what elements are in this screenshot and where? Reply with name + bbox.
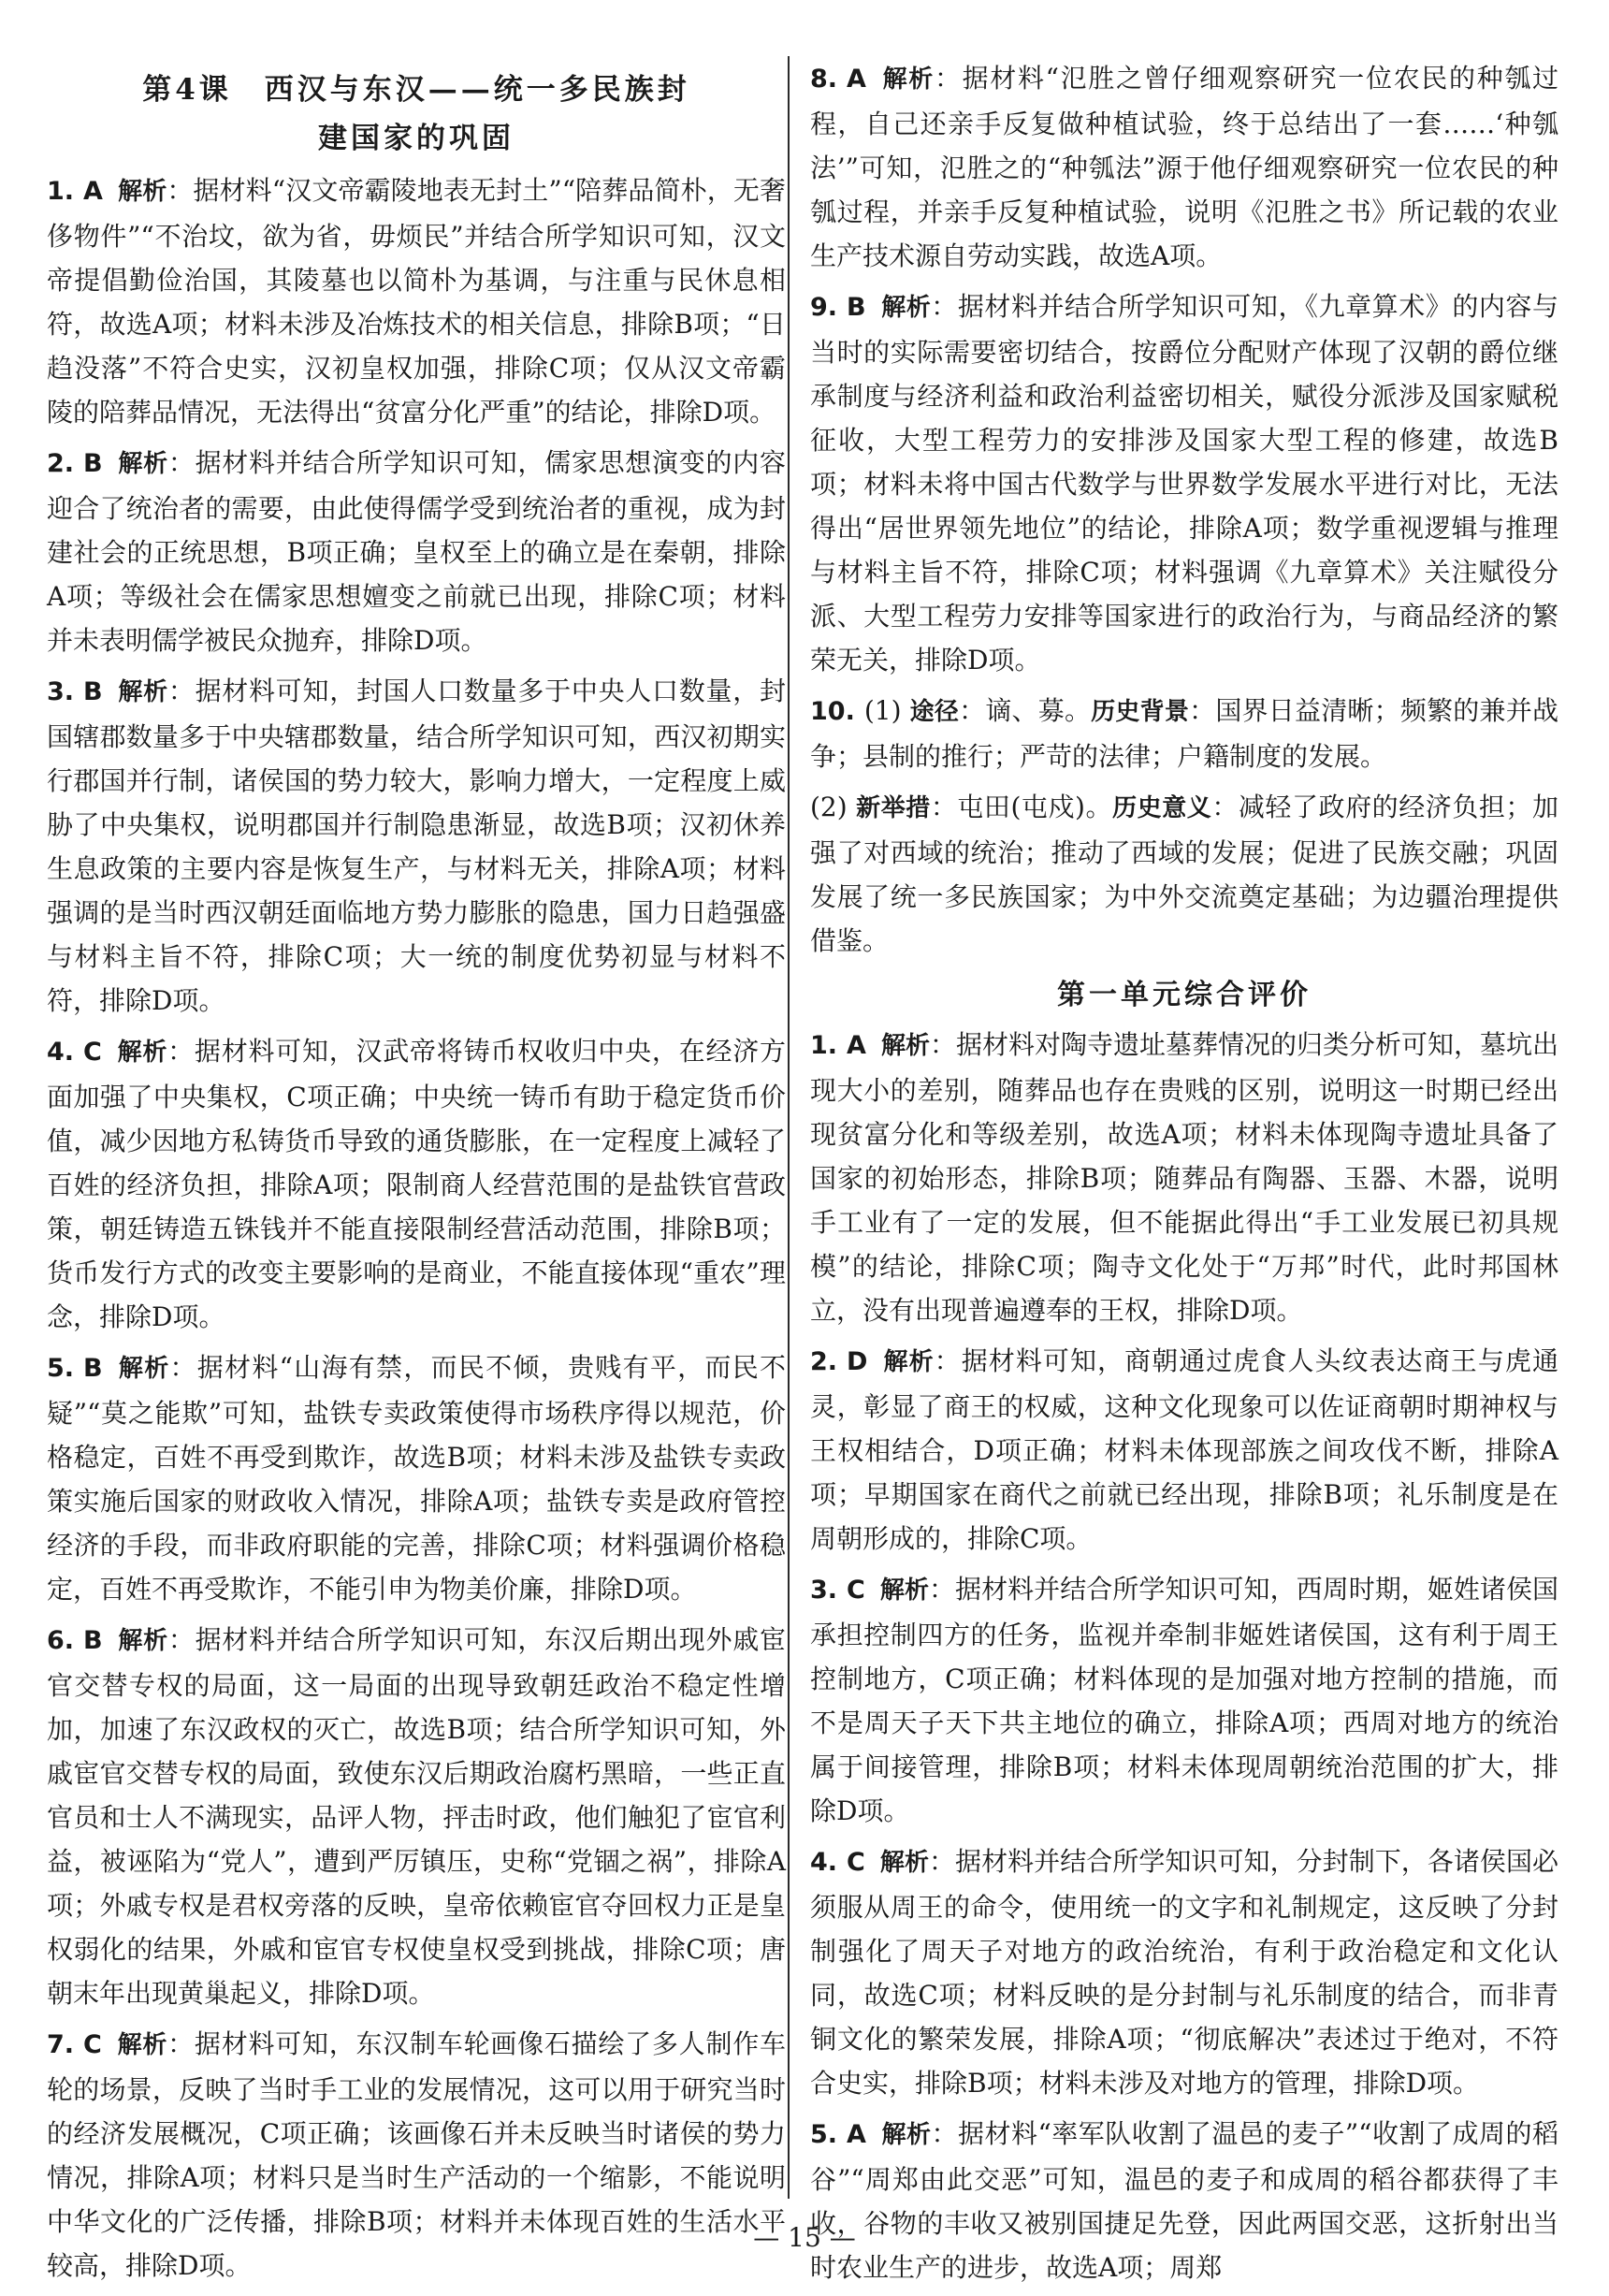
part-1-label: (1)	[863, 695, 902, 726]
route-text: ：谪、募。	[959, 695, 1092, 726]
answer-choice: B	[83, 677, 103, 706]
analysis-label: 解析	[882, 1348, 935, 1376]
analysis-label: 解析	[117, 678, 168, 706]
answer-number: 3.	[810, 1576, 838, 1605]
answer-choice: B	[83, 449, 103, 478]
measure-text: ：屯田(屯戍)。	[930, 792, 1113, 822]
analysis-text: ：据材料并结合所学知识可知，《九章算术》的内容与当时的实际需要密切结合，按爵位分配财产体现了汉朝的爵位继承制度与经济利益和政治利益密切相关，赋役分派涉及国家赋税征收，大型工程劳力的安排涉及国家大型工程的修建，故选B项；材料未将中国古代数学与世界数学发展水平进行对比，无法得出“居世界领先地位”的结论，排除A项；数学重视逻辑与推理与材料主旨不符，排除C项；材料强调《九章算术》关注赋役分派、大型工程劳力安排等国家进行的政治行为，与商品经济的繁荣无关，排除D项。	[810, 291, 1558, 676]
analysis-label: 解析	[117, 178, 167, 206]
significance-label: 历史意义	[1112, 794, 1212, 822]
analysis-label: 解析	[116, 1039, 168, 1067]
background-label: 历史背景	[1091, 698, 1190, 726]
analysis-text: ：据材料“氾胜之曾仔细观察研究一位农民的种瓠过程，自己还亲手反复做种植试验，终于总结出了一套……‘种瓠法’”可知，氾胜之的“种瓠法”源于他仔细观察研究一位农民的种瓠过程，并亲手反复种植试验，说明《氾胜之书》所记载的农业生产技术源自劳动实践，故选A项。	[810, 63, 1558, 271]
analysis-label: 解析	[880, 65, 935, 94]
analysis-text: ：据材料并结合所学知识可知，儒家思想演变的内容迎合了统治者的需要，由此使得儒学受到统治者的重视，成为封建社会的正统思想，B项正确；皇权至上的确立是在秦朝，排除A项；等级社会在儒家思想嬗变之前就已出现，排除C项；材料并未表明儒学被民众抛弃，排除D项。	[47, 447, 786, 656]
answer-number: 9.	[810, 293, 838, 322]
analysis-label: 解析	[879, 1849, 930, 1877]
analysis-text: ：据材料可知，东汉制车轮画像石描绘了多人制作车轮的场景，反映了当时手工业的发展情况，这可以用于研究当时的经济发展概况，C项正确；该画像石并未反映当时诸侯的势力情况，排除A项；材料只是当时生产活动的一个缩影，不能说明中华文化的广泛传播，排除B项；材料并未体现百姓的生活水平较高，排除D项。	[47, 2028, 786, 2281]
answer-number: 2.	[47, 449, 75, 478]
answer-choice: A	[847, 1031, 866, 1060]
answer-choice: B	[83, 1626, 103, 1655]
answer-item	[810, 56, 1558, 278]
answer-number: 8.	[810, 65, 838, 94]
answer-choice: C	[847, 1576, 865, 1605]
answer-number: 2.	[810, 1347, 838, 1376]
answer-item	[47, 669, 786, 1023]
lesson-title-line2: 建国家的巩固	[318, 122, 515, 155]
answer-number: 4.	[810, 1848, 838, 1877]
analysis-label: 解析	[117, 1627, 168, 1655]
analysis-label: 解析	[879, 1577, 930, 1605]
answer-choice: A	[847, 2120, 866, 2149]
answer-number: 6.	[47, 1626, 75, 1655]
page-number: — 15 —	[753, 2222, 856, 2253]
answer-number: 5.	[47, 1354, 75, 1383]
answer-item-10	[810, 689, 1558, 778]
answer-item	[810, 1567, 1558, 1833]
left-answer-list	[47, 168, 786, 2288]
answer-number: 4.	[47, 1038, 75, 1067]
measure-label: 新举措	[856, 794, 931, 822]
background-text: ：国界日益清晰；频繁的兼并战争；县制的推行；严苛的法律；户籍制度的发展。	[810, 695, 1558, 772]
analysis-text: ：据材料对陶寺遗址墓葬情况的归类分析可知，墓坑出现大小的差别，随葬品也存在贵贱的区别，说明这一时期已经出现贫富分化和等级差别，故选A项；材料未体现陶寺遗址具备了国家的初始形态，排除B项；随葬品有陶器、玉器、木器，说明手工业有了一定的发展，但不能据此得出“手工业发展已初具规模”的结论，排除C项；陶寺文化处于“万邦”时代，此时邦国林立，没有出现普遍遵奉的王权，排除D项。	[810, 1029, 1558, 1326]
answer-number: 1.	[47, 177, 75, 206]
analysis-label: 解析	[117, 450, 168, 478]
analysis-text: ：据材料可知，封国人口数量多于中央人口数量，封国辖郡数量多于中央辖郡数量，结合所学知识可知，西汉初期实行郡国并行制，诸侯国的势力较大，影响力增大，一定程度上威胁了中央集权，说明郡国并行制隐患渐显，故选B项；汉初休养生息政策的主要内容是恢复生产，与材料无关，排除A项；材料强调的是当时西汉朝廷面临地方势力膨胀的隐患，国力日趋强盛与材料主旨不符，排除C项；大一统的制度优势初显与材料不符，排除D项。	[47, 676, 786, 1016]
analysis-text: ：据材料并结合所学知识可知，西周时期，姬姓诸侯国承担控制四方的任务，监视并牵制非姬姓诸侯国，这有利于周王控制地方，C项正确；材料体现的是加强对地方控制的措施，而不是周天子天下共主地位的确立，排除A项；西周对地方的统治属于间接管理，排除B项；材料未体现周朝统治范围的扩大，排除D项。	[810, 1574, 1558, 1826]
answer-choice: B	[83, 1354, 103, 1383]
analysis-text: ：据材料可知，汉武帝将铸币权收归中央，在经济方面加强了中央集权，C项正确；中央统一铸币有助于稳定货币价值，减少因地方私铸货币导致的通货膨胀，在一定程度上减轻了百姓的经济负担，排除A项；限制商人经营范围的是盐铁官营政策，朝廷铸造五铢钱并不能直接限制经营活动范围，排除B项；货币发行方式的改变主要影响的是商业，不能直接体现“重农”理念，排除D项。	[47, 1036, 786, 1332]
answer-number: 5.	[810, 2120, 838, 2149]
analysis-text: ：据材料“山海有禁，而民不倾，贵贱有平，而民不疑”“莫之能欺”可知，盐铁专卖政策使得市场秩序得以规范，价格稳定，百姓不再受到欺诈，故选B项；材料未涉及盐铁专卖政策实施后国家的财政收入情况，排除A项；盐铁专卖是政府管控经济的手段，而非政府职能的完善，排除C项；材料强调价格稳定，百姓不再受欺诈，不能引申为物美价廉，排除D项。	[47, 1352, 786, 1605]
analysis-label: 解析	[116, 2031, 168, 2059]
analysis-text: ：据材料可知，商朝通过虎食人头纹表达商王与虎通灵，彰显了商王的权威，这种文化现象可以佐证商朝时期神权与王权相结合，D项正确；材料未体现部族之间攻伐不断，排除A项；早期国家在商代之前就已经出现，排除B项；礼乐制度是在周朝形成的，排除C项。	[810, 1345, 1558, 1554]
answer-number: 1.	[810, 1031, 838, 1060]
part-2-label: (2)	[810, 792, 848, 822]
answer-choice: A	[847, 65, 866, 94]
answer-item	[810, 1023, 1558, 1332]
analysis-label: 解析	[880, 2121, 932, 2149]
answer-number: 3.	[47, 677, 75, 706]
answer-choice: D	[847, 1347, 868, 1376]
answer-item	[47, 168, 786, 434]
analysis-text: ：据材料“率军队收割了温邑的麦子”“收割了成周的稻谷”“周郑由此交恶”可知，温邑的麦子和成周的稻谷都获得了丰收，谷物的丰收又被别国捷足先登，因此两国交恶，这折射出当时农业生产的进步，故选A项；周郑	[810, 2118, 1558, 2283]
answer-number: 7.	[47, 2030, 75, 2059]
answer-item	[810, 2112, 1558, 2289]
analysis-text: ：据材料并结合所学知识可知，东汉后期出现外戚宦官交替专权的局面，这一局面的出现导致朝廷政治不稳定性增加，加速了东汉政权的灭亡，故选B项；结合所学知识可知，外戚宦官交替专权的局面，致使东汉后期政治腐朽黑暗，一些正直官员和士人不满现实，品评人物，抨击时政，他们触犯了宦官利益，被诬陷为“党人”，遭到严厉镇压，史称“党锢之祸”，排除A项；外戚专权是君权旁落的反映，皇帝依赖宦官夺回权力正是皇权弱化的结果，外戚和宦官专权使皇权受到挑战，排除C项；唐朝末年出现黄巢起义，排除D项。	[47, 1624, 786, 2009]
answer-number: 10.	[810, 697, 855, 726]
analysis-label: 解析	[880, 294, 932, 322]
analysis-label: 解析	[117, 1355, 170, 1383]
answer-choice: B	[847, 293, 866, 322]
unit-title: 第一单元综合评价	[1057, 979, 1312, 1011]
right-column	[810, 56, 1558, 2296]
answer-item	[47, 1345, 786, 1611]
answer-choice: C	[847, 1848, 865, 1877]
answer-item	[47, 1029, 786, 1339]
answer-item	[47, 1618, 786, 2015]
analysis-text: ：据材料并结合所学知识可知，分封制下，各诸侯国必须服从周王的命令，使用统一的文字和礼制规定，这反映了分封制强化了周天子对地方的政治统治，有利于政治稳定和文化认同，故选C项；材料反映的是分封制与礼乐制度的结合，而非青铜文化的繁荣发展，排除A项；“彻底解决”表述过于绝对，不符合史实，排除B项；材料未涉及对地方的管理，排除D项。	[810, 1846, 1558, 2099]
answer-item	[47, 441, 786, 662]
column-divider	[788, 56, 790, 2199]
answer-item-10-part2	[810, 785, 1558, 963]
answer-choice: C	[83, 2030, 102, 2059]
answer-item	[810, 1339, 1558, 1561]
lesson-title-line1: 第4课 西汉与东汉——统一多民族封	[142, 73, 690, 107]
analysis-text: ：据材料“汉文帝霸陵地表无封土”“陪葬品简朴，无奢侈物件”“不治坟，欲为省，毋烦民”并结合所学知识可知，汉文帝提倡勤俭治国，其陵墓也以简朴为基调，与注重与民休息相符，故选A项；材料未涉及冶炼技术的相关信息，排除B项；“日趋没落”不符合史实，汉初皇权加强，排除C项；仅从汉文帝霸陵的陪葬品情况，无法得出“贫富分化严重”的结论，排除D项。	[47, 175, 786, 428]
answer-item	[810, 284, 1558, 682]
significance-text: ：减轻了政府的经济负担；加强了对西域的统治；推动了西域的发展；促进了民族交融；巩固发展了统一多民族国家；为中外交流奠定基础；为边疆治理提供借鉴。	[810, 792, 1558, 956]
analysis-label: 解析	[880, 1032, 930, 1060]
answer-choice: C	[83, 1038, 102, 1067]
unit-answer-list	[810, 1023, 1558, 2289]
left-column	[47, 56, 786, 2294]
answer-choice: A	[83, 177, 103, 206]
answer-item	[810, 1839, 1558, 2105]
route-label: 途径	[909, 698, 960, 726]
right-answer-list	[810, 56, 1558, 682]
lesson-title	[47, 65, 786, 163]
